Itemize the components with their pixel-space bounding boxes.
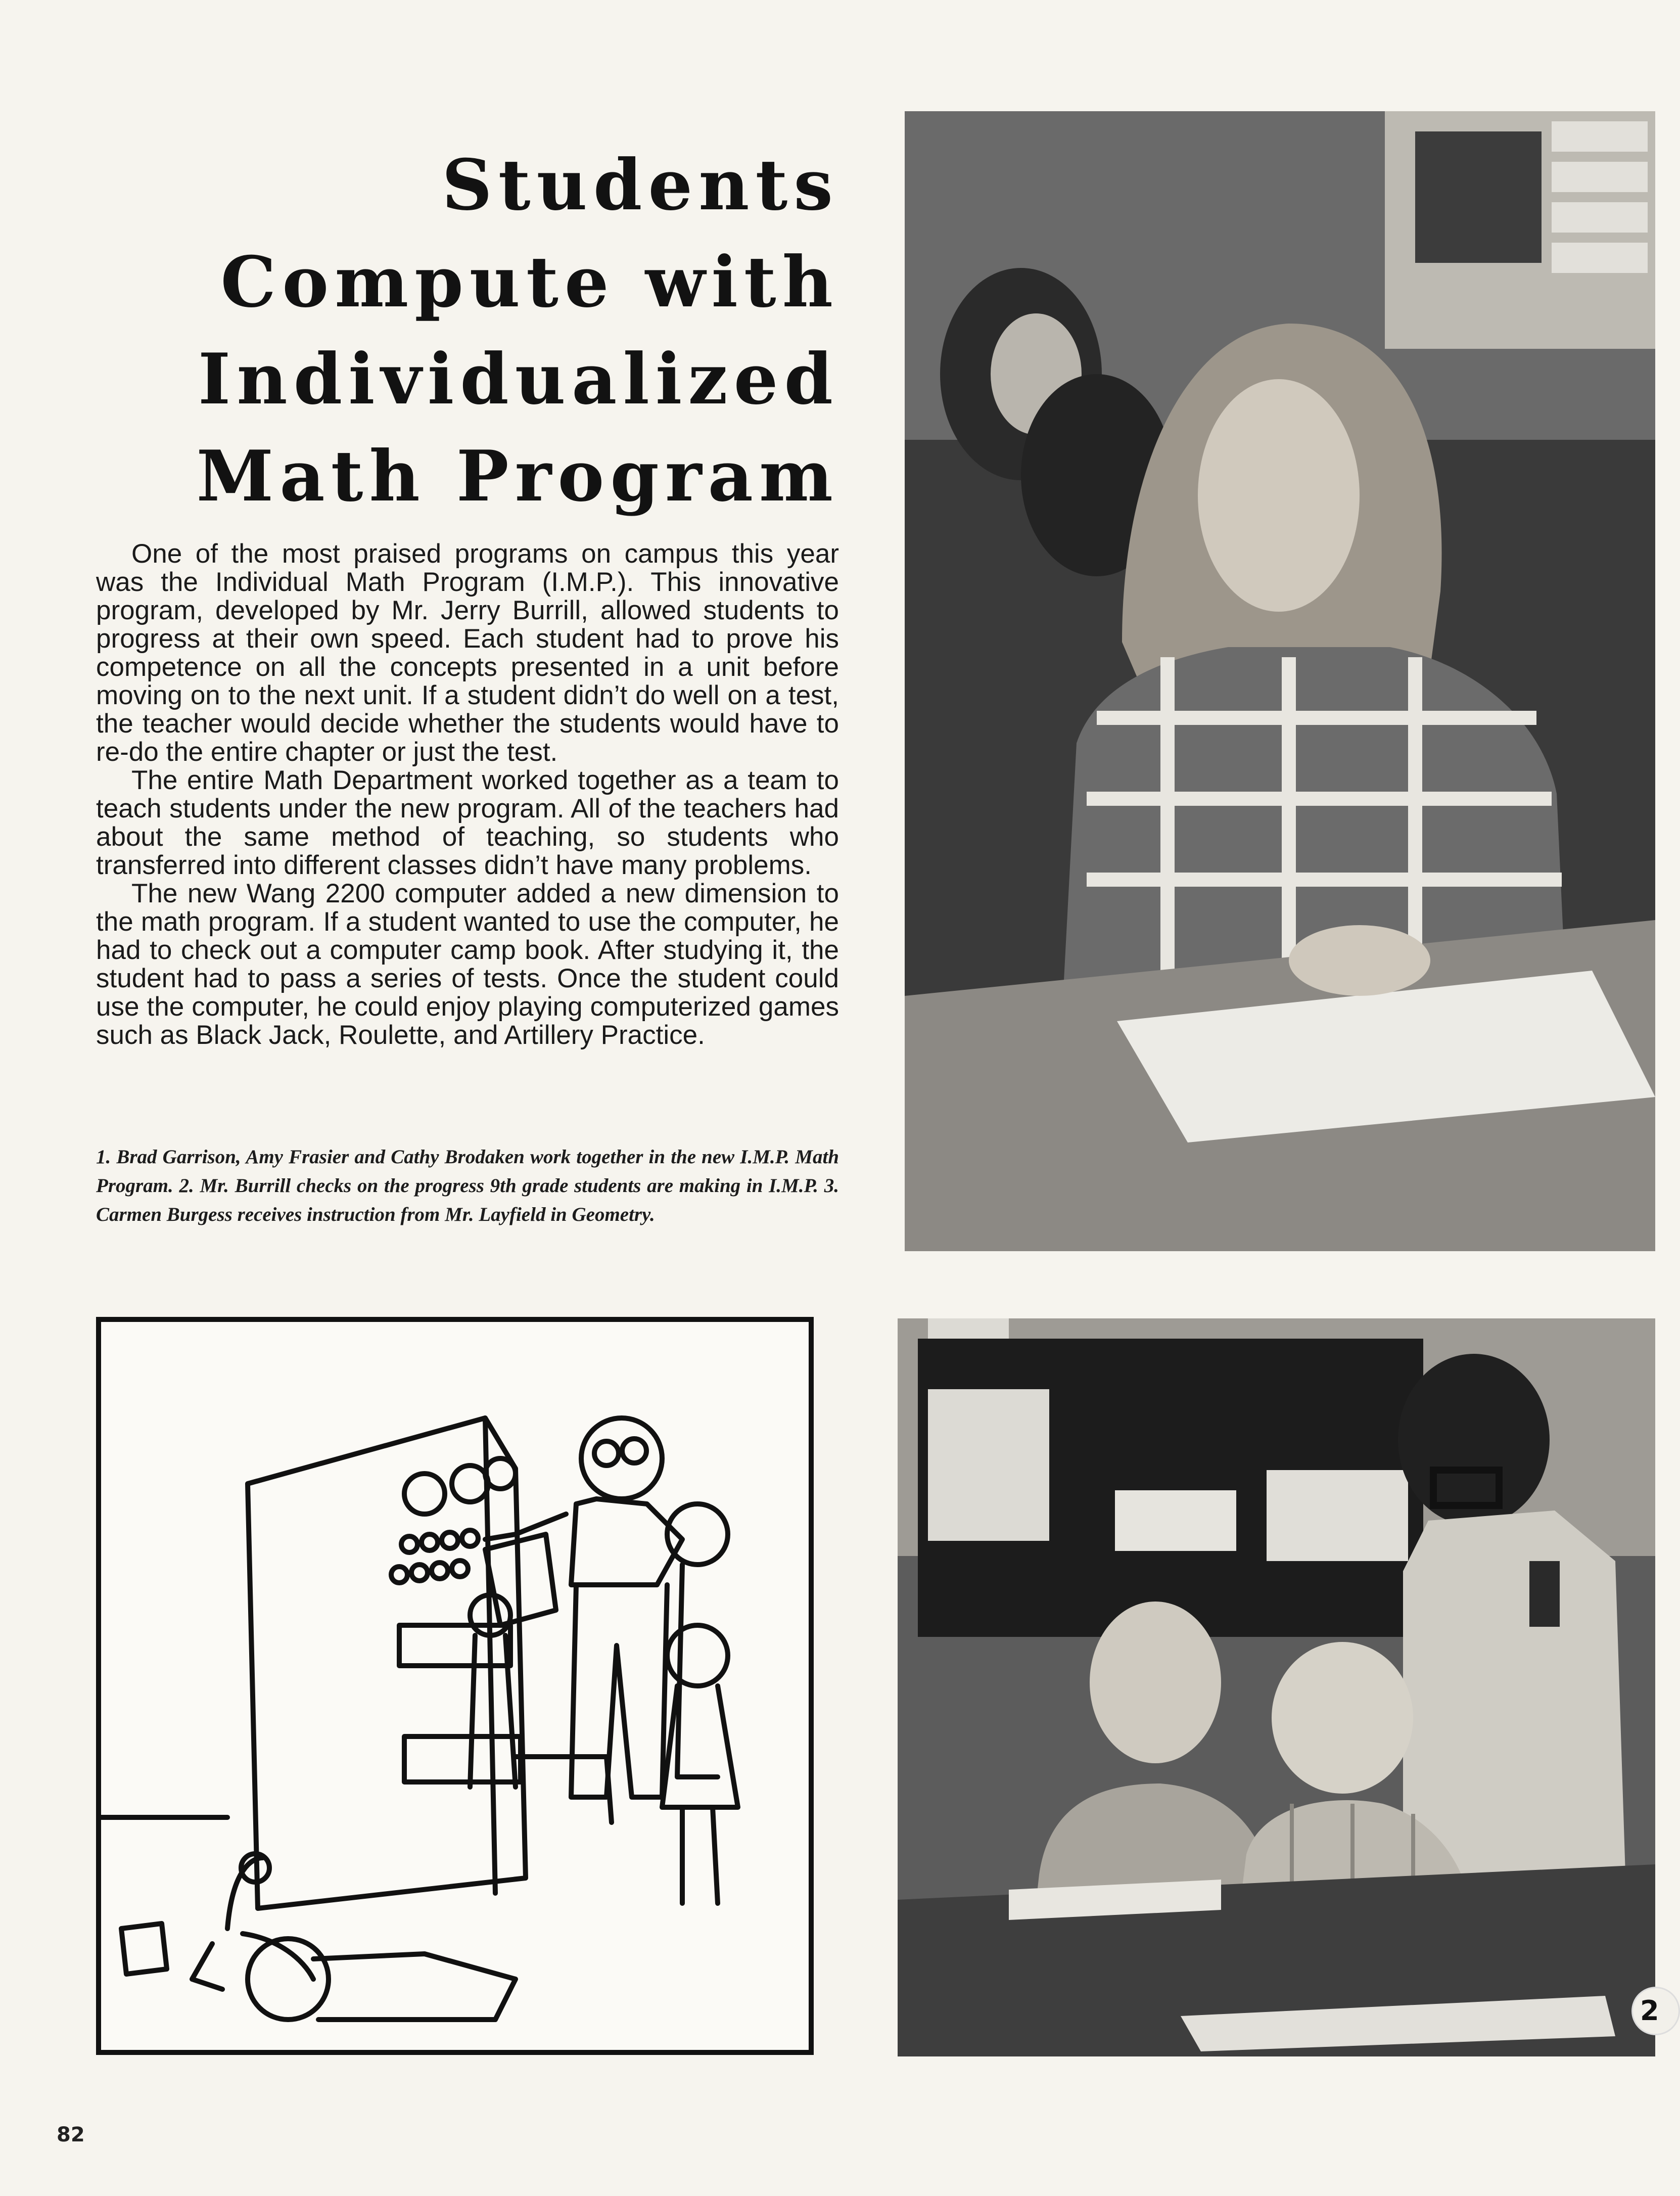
title-line-2: Compute with bbox=[220, 241, 839, 323]
page-title bbox=[76, 136, 839, 525]
computer-cartoon-drawing bbox=[101, 1322, 809, 2050]
photo-student-writing bbox=[905, 111, 1655, 1251]
title-line-4: Math Program bbox=[196, 435, 839, 517]
photo-student-writing-image bbox=[905, 111, 1655, 1251]
article-body bbox=[96, 540, 839, 1049]
title-line-1: Students bbox=[442, 144, 839, 226]
page-number: 82 bbox=[57, 2123, 85, 2146]
photo-number-badge: 2 bbox=[1631, 1987, 1680, 2035]
article-paragraph-3: The new Wang 2200 computer added a new dimension to the math program. If a student wanted to use the computer, he had to check out a computer camp book. After studying it, the student had to pass a series of tests. Once the student could use the computer, he could enjoy playing computerized games such as Black Jack, Roulette, and Artillery Practice. bbox=[96, 879, 839, 1050]
photo-caption: 1. Brad Garrison, Amy Frasier and Cathy Brodaken work together in the new I.M.P. Math Program. 2. Mr. Burrill checks on the progress 9th grade students are making in I.M.P. 3. Carmen Burgess receives instruction from Mr. Layfield in Geometry. bbox=[96, 1146, 839, 1225]
title-line-3: Individualized bbox=[198, 338, 839, 420]
article-paragraph-2: The entire Math Department worked together as a team to teach students under the new program. All of the teachers had about the same method of teaching, so students who transferred into different classes didn’t have many problems. bbox=[96, 765, 839, 880]
photo-teacher-students-image bbox=[898, 1318, 1655, 2056]
article-paragraph-1: One of the most praised programs on campus this year was the Individual Math Program (I.M.P.). This innovative program, developed by Mr. Jerry Burrill, allowed students to progress at their own speed. Each student had to prove his competence on all the concepts presented in a unit before moving on to the next unit. If a student didn’t do well on a test, the teacher would decide whether the students would have to re-do the entire chapter or just the test. bbox=[96, 539, 839, 767]
cartoon-illustration bbox=[96, 1317, 814, 2055]
photo-teacher-students bbox=[898, 1318, 1655, 2056]
